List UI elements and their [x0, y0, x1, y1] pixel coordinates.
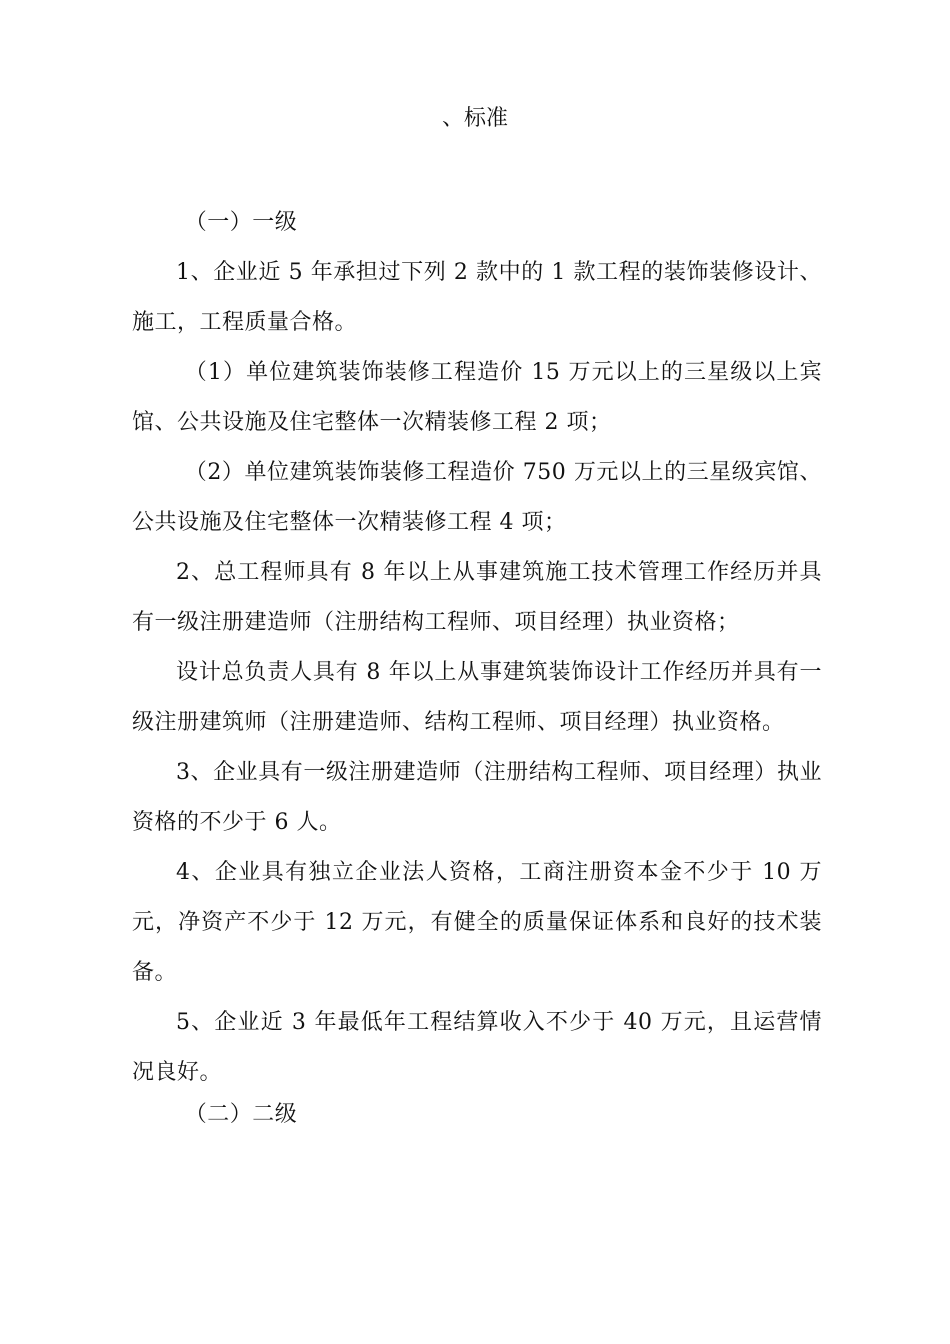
paragraph-subitem-2: （2）单位建筑装饰装修工程造价 750 万元以上的三星级宾馆、公共设施及住宅整体一次精装修工程 4 项； — [132, 460, 822, 535]
paragraph-subitem-1: （1）单位建筑装饰装修工程造价 15 万元以上的三星级以上宾馆、公共设施及住宅整体一次精装修工程 2 项； — [132, 360, 822, 435]
document-body — [132, 198, 822, 1140]
paragraph-item-2: 2、总工程师具有 8 年以上从事建筑施工技术管理工作经历并具有一级注册建造师（注册结构工程师、项目经理）执业资格； — [132, 560, 822, 635]
paragraph-item-1: 1、企业近 5 年承担过下列 2 款中的 1 款工程的装饰装修设计、施工，工程质量合格。 — [132, 260, 822, 335]
section-heading-level-2: （二）二级 — [184, 1102, 298, 1127]
paragraph-item-3: 3、企业具有一级注册建造师（注册结构工程师、项目经理）执业资格的不少于 6 人。 — [132, 760, 822, 835]
section-heading-level-1: （一）一级 — [184, 210, 298, 235]
paragraph-item-5: 5、企业近 3 年最低年工程结算收入不少于 40 万元，且运营情况良好。 — [132, 1010, 822, 1085]
paragraph-item-4: 4、企业具有独立企业法人资格，工商注册资本金不少于 10 万元，净资产不少于 12 万元，有健全的质量保证体系和良好的技术装备。 — [132, 860, 822, 985]
paragraph-design-lead: 设计总负责人具有 8 年以上从事建筑装饰设计工作经历并具有一级注册建筑师（注册建造师、结构工程师、项目经理）执业资格。 — [132, 660, 822, 735]
document-title: 、标准 — [441, 106, 508, 131]
